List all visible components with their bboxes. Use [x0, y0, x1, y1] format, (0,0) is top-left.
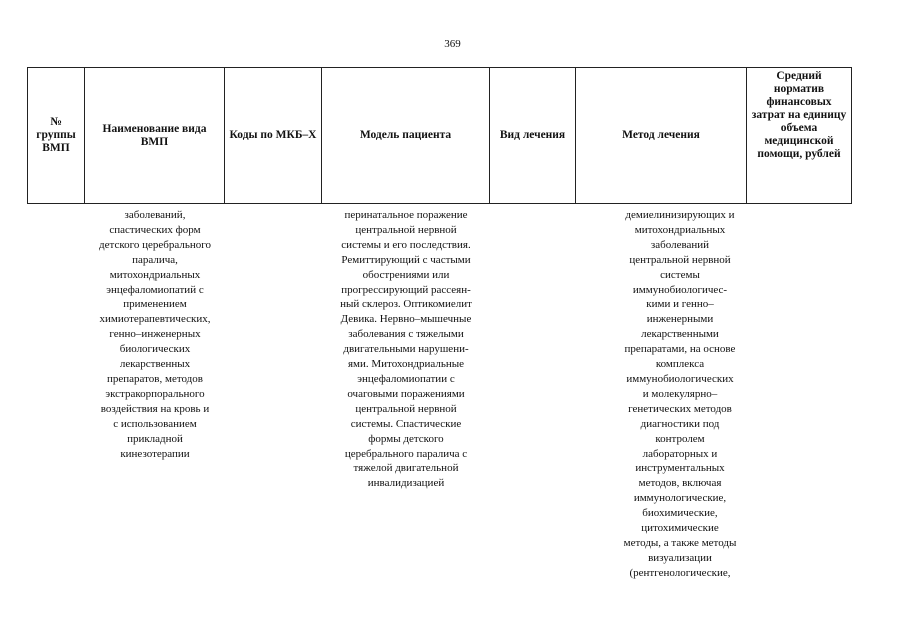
- header-vmp-name: Наименование вида ВМП: [85, 68, 225, 204]
- header-patient-model: Модель пациента: [322, 68, 490, 204]
- page-number: 369: [444, 38, 461, 50]
- header-treatment-method: Метод лечения: [576, 68, 747, 204]
- cell-patient-model: перинатальное поражение центральной нервной системы и его последствия. Ремиттирующий с частыми обострениями или прогрессирующий рассеян- ный склероз. Оптикомиелит Девика. Нервно–мышечные заболевания с тяжелыми двигательными нарушени- ями. Митохондриальные энцефаломиопатии с очаговыми поражениями центральной нервной системы. Спастические формы детского церебрального паралича с тяжелой двигательной инвалидизацией: [340, 209, 472, 490]
- cell-treatment-method: демиелинизирующих и митохондриальных заболеваний центральной нервной системы иммунобиологичес- кими и генно– инженерными лекарственными препаратами, на основе комплекса иммунобиологических и молекулярно– генетических методов диагностики под контролем лабораторных и инструментальных методов, включая иммунологические, биохимические, цитохимические методы, а также методы визуализации (рентгенологические,: [623, 209, 737, 579]
- cell-vmp-name: заболеваний, спастических форм детского церебрального паралича, митохондриальных энцефаломиопатий с применением химиотерапевтических, генно–инженерных биологических лекарственных препаратов, методов экстракорпорального воздействия на кровь и с использованием прикладной кинезотерапии: [99, 209, 211, 460]
- header-group-number: № группы ВМП: [28, 68, 85, 204]
- header-treatment-type: Вид лечения: [490, 68, 576, 204]
- table-header: [27, 67, 852, 204]
- header-icd-codes: Коды по МКБ–Х: [225, 68, 322, 204]
- header-average-cost: Средний норматив финансовых затрат на единицу объема медицинской помощи, рублей: [747, 68, 852, 204]
